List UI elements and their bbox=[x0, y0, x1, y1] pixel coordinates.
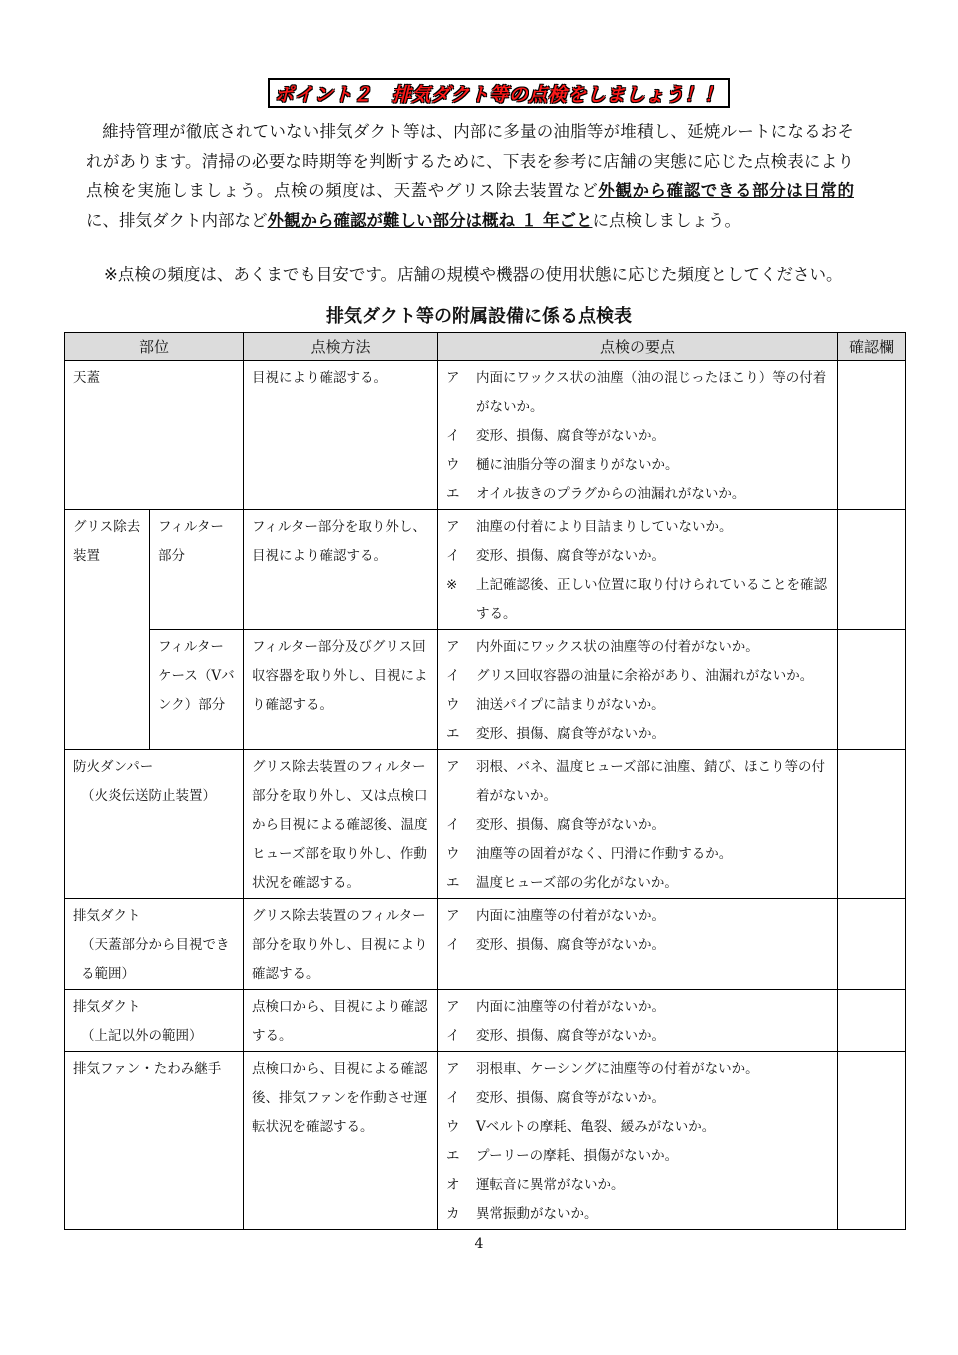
frequency-note: ※点検の頻度は、あくまでも目安です。店舗の規模や機器の使用状態に応じた頻度としてください。 bbox=[104, 265, 843, 284]
points-cell: ア 内面にワックス状の油塵（油の混じったほこり）等の付着がないか。 イ 変形、損傷、腐食等がないか。 ウ 樋に油脂分等の溜まりがないか。 エ オイル抜きのプラグからの油漏れがないか。 bbox=[438, 361, 838, 510]
confirm-checkbox-cell[interactable] bbox=[838, 1052, 906, 1230]
method-cell: 点検口から、目視による確認後、排気ファンを作動させ運転状況を確認する。 bbox=[244, 1052, 438, 1230]
points-cell: ア 内面に油塵等の付着がないか。 イ 変形、損傷、腐食等がないか。 bbox=[438, 899, 838, 990]
table-title: 排気ダクト等の附属設備に係る点検表 bbox=[326, 306, 632, 327]
subpart-cell: フィルターケース（Vバンク）部分 bbox=[150, 630, 244, 750]
header-points: 点検の要点 bbox=[438, 333, 838, 361]
table-row bbox=[65, 630, 906, 750]
method-cell: グリス除去装置のフィルター部分を取り外し、又は点検口から目視による確認後、温度ヒューズ部を取り外し、作動状況を確認する。 bbox=[244, 750, 438, 899]
points-cell: ア 羽根、バネ、温度ヒューズ部に油塵、錆び、ほこり等の付着がないか。 イ 変形、損傷、腐食等がないか。 ウ 油塵等の固着がなく、円滑に作動するか。 エ 温度ヒューズ部の劣化がないか。 bbox=[438, 750, 838, 899]
header-part: 部位 bbox=[65, 333, 244, 361]
page-number: 4 bbox=[474, 1236, 484, 1252]
intro-emphasis-1: 外観から確認できる部分は日常的 bbox=[598, 181, 854, 200]
method-cell: 点検口から、目視により確認する。 bbox=[244, 990, 438, 1052]
table-row bbox=[65, 750, 906, 899]
intro-text-1: 維持管理が徹底されていない排気ダクト等は、内部に多量の油脂等が堆積し、延焼ルートになるおそれがあります。清掃の必要な時期等を判断するために、下表を参考に店舗の実態に応じた点検表により点検を実施しましょう。点検の頻度は、天蓋やグリス除去装置など bbox=[86, 122, 855, 200]
table-row bbox=[65, 1052, 906, 1230]
confirm-checkbox-cell[interactable] bbox=[838, 899, 906, 990]
confirm-checkbox-cell[interactable] bbox=[838, 630, 906, 750]
method-cell: フィルター部分を取り外し、目視により確認する。 bbox=[244, 510, 438, 630]
points-cell: ア 羽根車、ケーシングに油塵等の付着がないか。 イ 変形、損傷、腐食等がないか。 ウ Vベルトの摩耗、亀裂、緩みがないか。 エ プーリーの摩耗、損傷がないか。 オ 運転音に異常がないか。 カ 異常振動がないか。 bbox=[438, 1052, 838, 1230]
inspection-table bbox=[64, 332, 906, 1230]
header-confirm: 確認欄 bbox=[838, 333, 906, 361]
intro-text-3: に点検しましょう。 bbox=[592, 210, 741, 230]
table-header-row bbox=[65, 333, 906, 361]
table-row bbox=[65, 510, 906, 630]
table-row bbox=[65, 361, 906, 510]
points-cell: ア 油塵の付着により目詰まりしていないか。 イ 変形、損傷、腐食等がないか。 ※ 上記確認後、正しい位置に取り付けられていることを確認する。 bbox=[438, 510, 838, 630]
method-cell: フィルター部分及びグリス回収容器を取り外し、目視により確認する。 bbox=[244, 630, 438, 750]
points-cell: ア 内外面にワックス状の油塵等の付着がないか。 イ グリス回収容器の油量に余裕があり、油漏れがないか。 ウ 油送パイプに詰まりがないか。 エ 変形、損傷、腐食等がないか。 bbox=[438, 630, 838, 750]
method-cell: 目視により確認する。 bbox=[244, 361, 438, 510]
part-cell: 排気ダクト （天蓋部分から目視できる範囲） bbox=[65, 899, 244, 990]
confirm-checkbox-cell[interactable] bbox=[838, 361, 906, 510]
confirm-checkbox-cell[interactable] bbox=[838, 990, 906, 1052]
table-row bbox=[65, 899, 906, 990]
confirm-checkbox-cell[interactable] bbox=[838, 750, 906, 899]
part-cell: 排気ファン・たわみ継手 bbox=[65, 1052, 244, 1230]
subpart-cell: フィルター部分 bbox=[150, 510, 244, 630]
part-cell: 天蓋 bbox=[65, 361, 244, 510]
heading-box bbox=[268, 78, 730, 108]
method-cell: グリス除去装置のフィルター部分を取り外し、目視により確認する。 bbox=[244, 899, 438, 990]
intro-paragraph bbox=[86, 117, 854, 235]
table-row bbox=[65, 990, 906, 1052]
part-cell: 排気ダクト （上記以外の範囲） bbox=[65, 990, 244, 1052]
heading: ポイント２ 排気ダクト等の点検をしましょう！！ bbox=[274, 83, 724, 106]
header-method: 点検方法 bbox=[244, 333, 438, 361]
part-cell: グリス除去装置 bbox=[65, 510, 150, 750]
part-cell: 防火ダンパー （火炎伝送防止装置） bbox=[65, 750, 244, 899]
intro-emphasis-2: 外観から確認が難しい部分は概ね １ 年ごと bbox=[267, 210, 593, 230]
intro-text-2: に、排気ダクト内部など bbox=[86, 210, 268, 230]
confirm-checkbox-cell[interactable] bbox=[838, 510, 906, 630]
points-cell: ア 内面に油塵等の付着がないか。 イ 変形、損傷、腐食等がないか。 bbox=[438, 990, 838, 1052]
